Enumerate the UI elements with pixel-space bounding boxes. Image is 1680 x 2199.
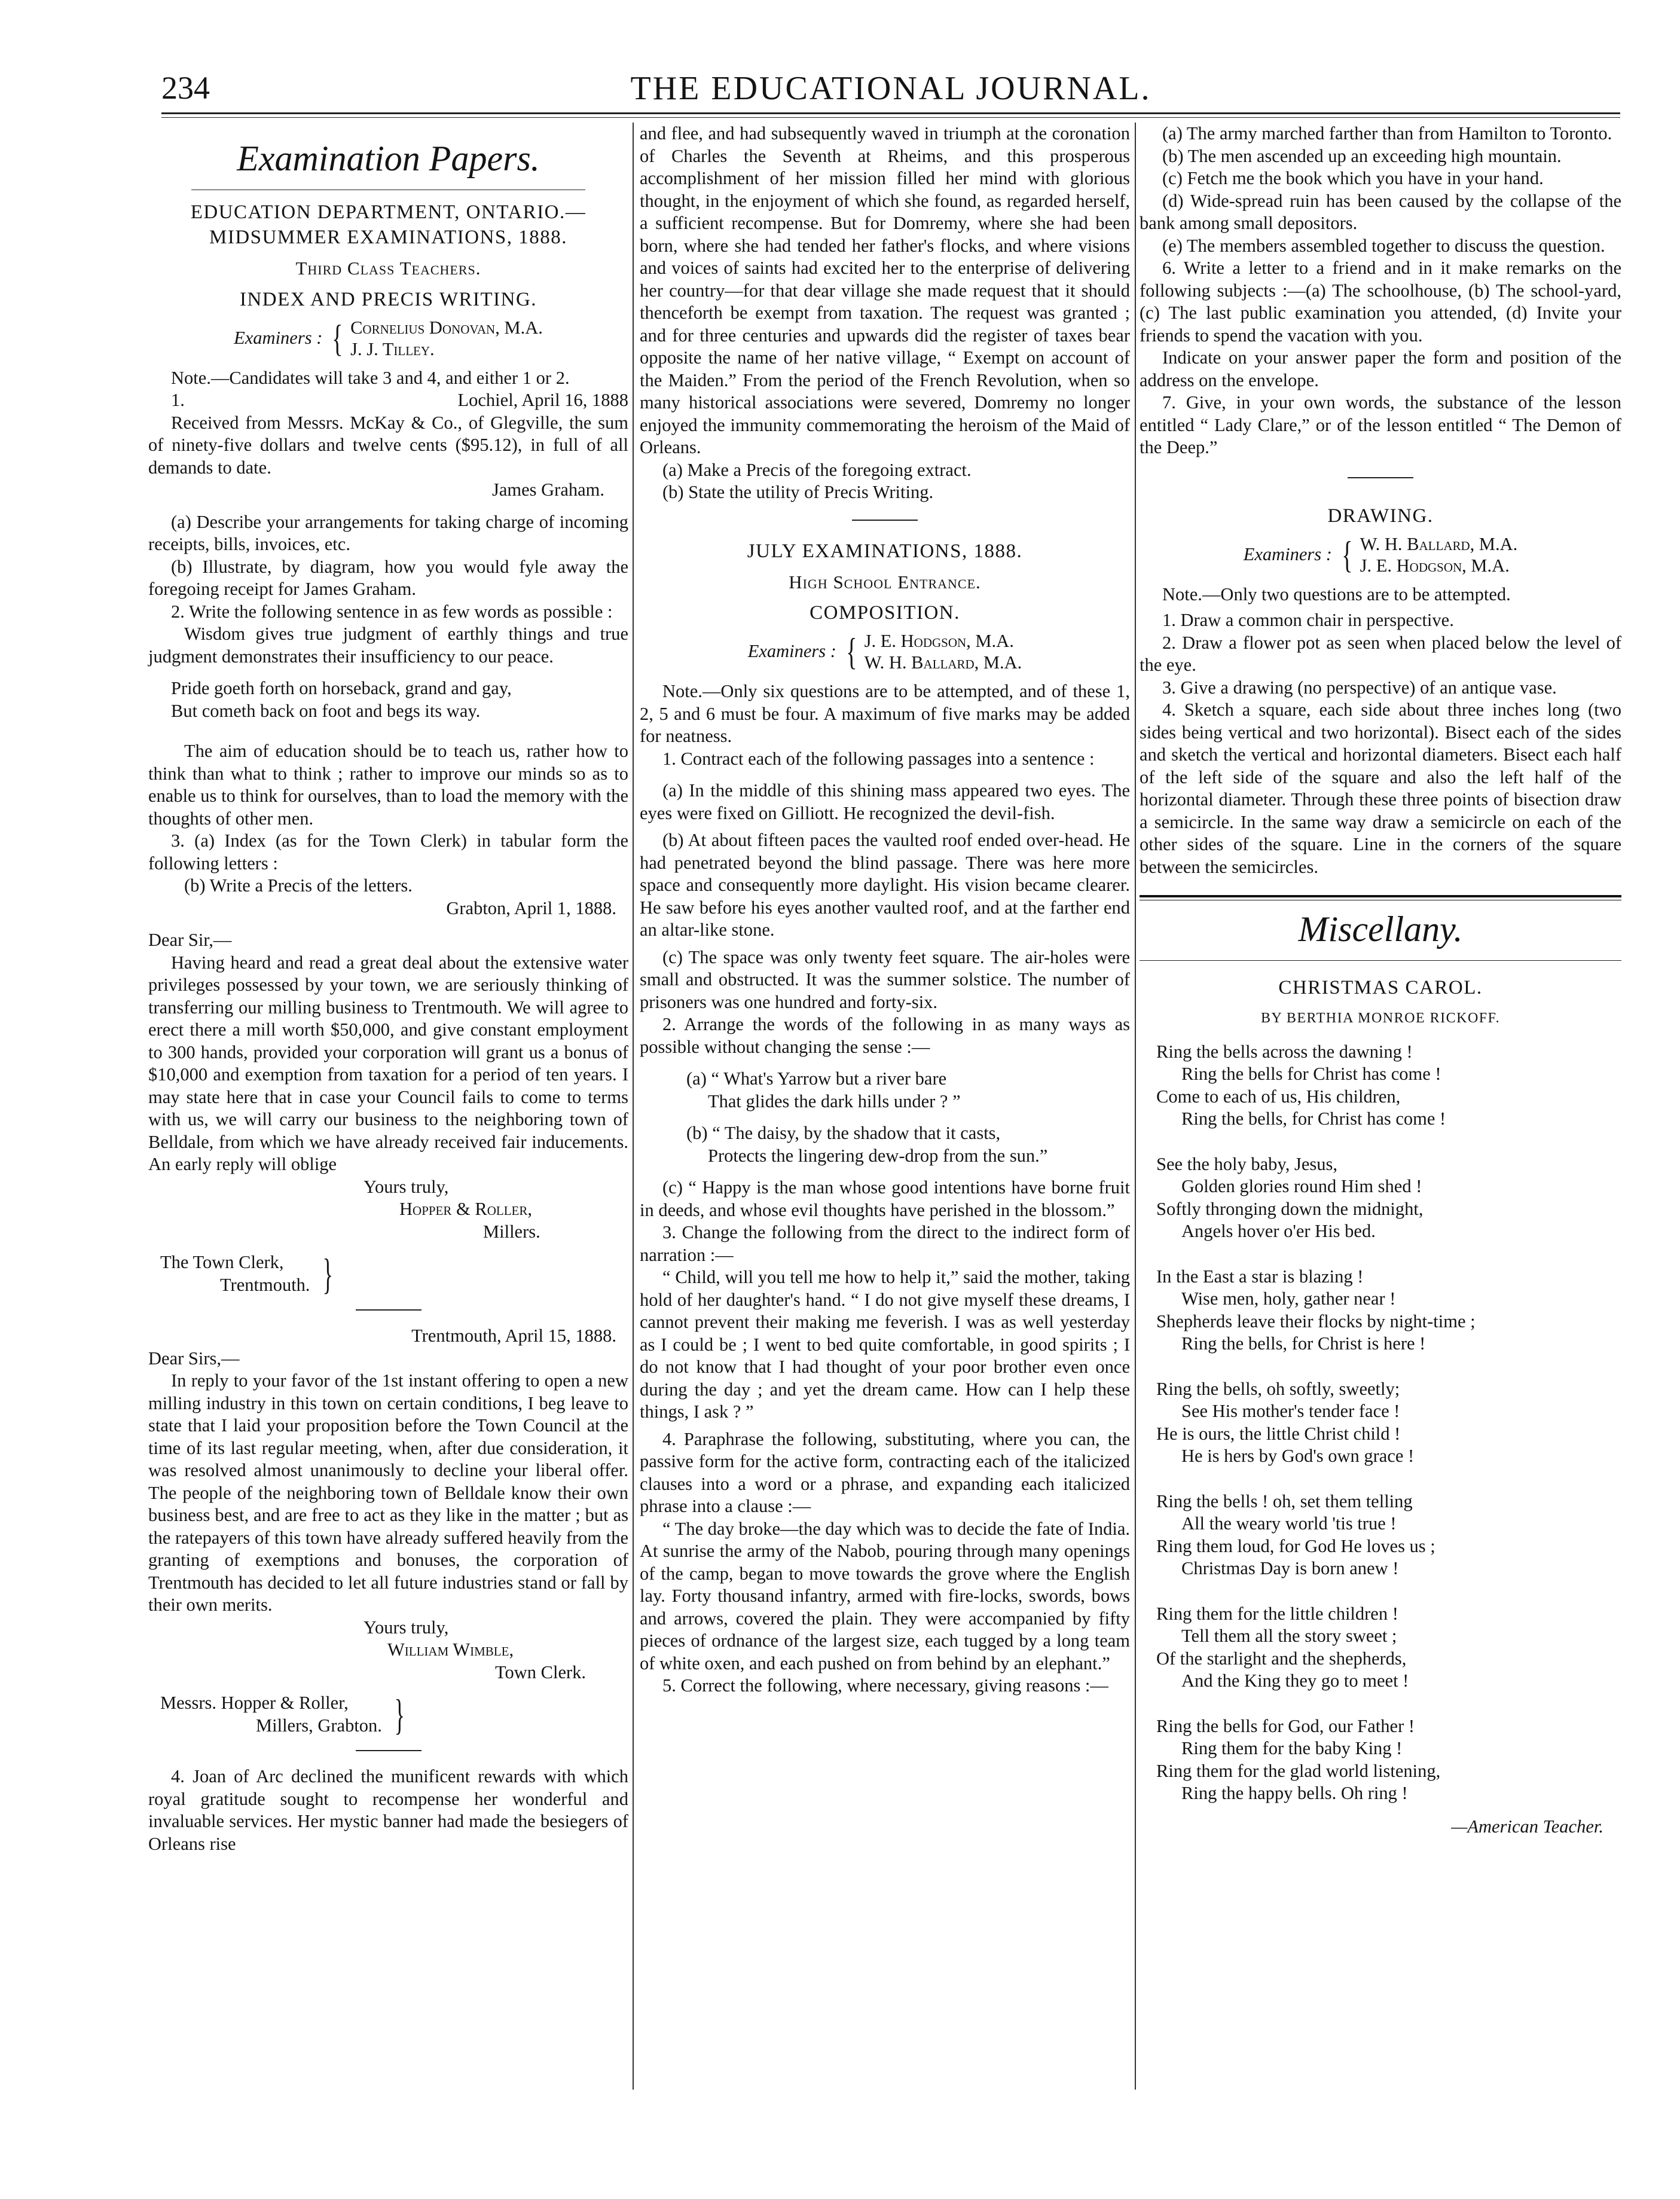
divider xyxy=(356,1750,421,1751)
letter-body: In reply to your favor of the 1st instant offering to open a new milling industry in this town on certain conditions, I beg leave to state that I laid your proposition before the Town Council at the time of its last regular meeting, when, after due consideration, it was resolved almost unanimously to decline your liberal offer. The people of the neighboring town of Belldale know their own business best, and are free to act as they like in the matter ; but as the ratepayers of this town have already suffered heavily from the granting of exemptions and bonuses, the corporation of Trentmouth has decided to let all future industries stand or fall by their own merits. xyxy=(148,1370,628,1615)
poem-stanza xyxy=(1140,1491,1621,1580)
poem-line: But cometh back on foot and begs its way. xyxy=(171,700,481,721)
poem-line: See the holy baby, Jesus, xyxy=(1156,1153,1337,1174)
examiners-label: Examiners : xyxy=(747,641,836,662)
poem-line: Angels hover o'er His bed. xyxy=(1181,1221,1376,1241)
question-part: (c) “ Happy is the man whose good intentions have borne fruit in deeds, and whose evil thoughts have perished in the blossom.” xyxy=(640,1177,1130,1220)
exam-subject: COMPOSITION. xyxy=(810,602,960,624)
address-line: Millers, Grabton. xyxy=(256,1715,382,1736)
poem-line: (b) “ The daisy, by the shadow that it casts, xyxy=(686,1123,1001,1143)
examiner-name: J. E. Hodgson, M.A. xyxy=(864,631,1014,651)
question: 4. Joan of Arc declined the munificent rewards with which royal gratitude sought to recompense her wonderful and invaluable services. Her mystic banner had made the besiegers of Orleans rise xyxy=(148,1766,628,1854)
exam-note: Note.—Only two questions are to be attempted. xyxy=(1162,584,1511,604)
question-part: (b) The men ascended up an exceeding high mountain. xyxy=(1162,145,1562,166)
column-left xyxy=(148,123,628,1855)
letter-salutation: Dear Sir,— xyxy=(148,930,232,950)
header-rule-thin xyxy=(161,117,1620,118)
poem-line: Ring them for the glad world listening, xyxy=(1156,1760,1441,1781)
section-title: Examination Papers. xyxy=(237,139,540,178)
poem-line: Ring them for the little children ! xyxy=(1156,1603,1398,1624)
poem-line: Ring the bells for God, our Father ! xyxy=(1156,1715,1415,1736)
examiner-names xyxy=(865,630,1022,673)
poem-line: Protects the lingering dew-drop from the sun.” xyxy=(708,1145,1048,1166)
journal-title: THE EDUCATIONAL JOURNAL. xyxy=(630,70,1151,107)
poem-title: CHRISTMAS CAROL. xyxy=(1278,977,1483,998)
letter-address xyxy=(160,1251,628,1296)
poem-line: In the East a star is blazing ! xyxy=(1156,1266,1364,1287)
question-text: “ Child, will you tell me how to help it,” said the mother, taking hold of her daughter's hand. “ I do not give myself these dreams, I cannot prevent their making me feverish. I was as well yesterday as I could be ; I went to bed quite comfortable, in good spirits ; I do not know that I had thought of your poor brother even once during the day ; and yet the dream came. How can I help these things, I ask ? ” xyxy=(640,1267,1130,1422)
poem-line: Ring the bells for Christ has come ! xyxy=(1181,1064,1441,1084)
letter-close: Yours truly, xyxy=(364,1176,449,1197)
section-title: Miscellany. xyxy=(1298,909,1463,949)
letter-signature: Hopper & Roller, xyxy=(399,1199,532,1219)
poem-line: Ring the bells across the dawning ! xyxy=(1156,1041,1413,1062)
question: 4. Paraphrase the following, substituting, where you can, the passive form for the active form, contracting each of the italicized clauses into a word or a phrase, and expanding each italicized phrase into a clause :— xyxy=(640,1428,1130,1516)
drawing-question: 2. Draw a flower pot as seen when placed below the level of the eye. xyxy=(1140,632,1621,675)
poem-line: Ring them for the baby King ! xyxy=(1181,1738,1403,1758)
question-paragraph: The aim of education should be to teach us, rather how to think than what to think ; rather to improve our minds so as to enable us to think for ourselves, than to load the memory with the thoughts of other men. xyxy=(148,741,628,829)
question-part: (b) Illustrate, by diagram, how you would fyle away the foregoing receipt for James Graham. xyxy=(148,556,628,599)
poem-line: Tell them all the story sweet ; xyxy=(1181,1626,1397,1646)
examiner-names xyxy=(350,317,543,360)
question-sentence: Wisdom gives true judgment of earthly things and true judgment demonstrates their insufficiency to our peace. xyxy=(148,624,628,667)
poem-line: Wise men, holy, gather near ! xyxy=(1181,1288,1396,1309)
poem-line: He is ours, the little Christ child ! xyxy=(1156,1423,1401,1444)
section-divider xyxy=(1140,895,1621,897)
column-middle xyxy=(640,123,1130,1697)
examiner-name: W. H. Ballard, M.A. xyxy=(1360,533,1518,554)
poem-line: Ring the happy bells. Oh ring ! xyxy=(1181,1783,1408,1803)
examiner-name: J. E. Hodgson, M.A. xyxy=(1360,555,1510,576)
poem-line: And the King they go to meet ! xyxy=(1181,1670,1409,1691)
question: 7. Give, in your own words, the substance of the lesson entitled “ Lady Clare,” or of the lesson entitled “ The Demon of the Deep.” xyxy=(1140,392,1621,457)
exam-subject: INDEX AND PRECIS WRITING. xyxy=(239,288,537,310)
poem-line: Christmas Day is born anew ! xyxy=(1181,1558,1399,1578)
question-part: (a) Describe your arrangements for taking charge of incoming receipts, bills, invoices, etc. xyxy=(148,511,628,554)
examiners-label: Examiners : xyxy=(1243,543,1332,564)
header-rule xyxy=(161,112,1620,114)
poem-source: —American Teacher. xyxy=(1451,1816,1603,1837)
examiner-name: W. H. Ballard, M.A. xyxy=(864,652,1022,673)
poem-line: See His mother's tender face ! xyxy=(1181,1401,1400,1421)
address-line: Messrs. Hopper & Roller, xyxy=(160,1693,349,1713)
exam-note: Note.—Candidates will take 3 and 4, and either 1 or 2. xyxy=(171,367,570,388)
poem-stanza xyxy=(1140,1266,1621,1355)
question: 3. Change the following from the direct to the indirect form of narration :— xyxy=(640,1222,1130,1265)
examiners-block xyxy=(640,630,1130,673)
question-number: 1. xyxy=(171,390,185,410)
letter-signature: William Wimble, xyxy=(387,1639,514,1660)
poem-line: Softly thronging down the midnight, xyxy=(1156,1198,1424,1219)
letter-salutation: Dear Sirs,— xyxy=(148,1348,240,1369)
divider xyxy=(356,1309,421,1311)
examiner-names xyxy=(1360,533,1518,576)
page-header xyxy=(161,65,1620,118)
examiner-name: Cornelius Donovan, M.A. xyxy=(350,317,543,338)
question: 3. (a) Index (as for the Town Clerk) in tabular form the following letters : xyxy=(148,830,628,874)
poem-line: Ring the bells ! oh, set them telling xyxy=(1156,1491,1413,1511)
exam-class: High School Entrance. xyxy=(789,571,981,592)
question: 2. Arrange the words of the following in as many ways as possible without changing the sense :— xyxy=(640,1014,1130,1057)
column-divider xyxy=(1135,123,1136,2090)
column-divider xyxy=(633,123,634,2090)
examiners-label: Examiners : xyxy=(234,327,323,348)
drawing-question: 4. Sketch a square, each side about three inches long (two sides being vertical and two horizontal). Bisect each of the sides and sketch the vertical and horizontal diameters. Bisect each half of the left side of the square and also the left half of the horizontal diameter. Through these three points of bisection draw a semicircle. In the same way draw a semicircle on each of the other sides of the square. Line in the corners of the square between the semicircles. xyxy=(1140,700,1621,877)
drawing-question: 3. Give a drawing (no perspective) of an antique vase. xyxy=(1162,677,1557,698)
brace-icon: { xyxy=(332,316,343,359)
question-part: (d) Wide-spread ruin has been caused by the collapse of the bank among small depositors. xyxy=(1140,190,1621,233)
examiner-name: J. J. Tilley. xyxy=(350,338,435,359)
poem-line: Ring the bells, for Christ is here ! xyxy=(1181,1333,1426,1354)
poem-line: That glides the dark hills under ? ” xyxy=(708,1091,961,1111)
brace-icon: { xyxy=(846,630,857,673)
question: 5. Correct the following, where necessary, giving reasons :— xyxy=(662,1675,1108,1696)
poem-line: Pride goeth forth on horseback, grand and gay, xyxy=(171,678,512,698)
receipt-signature: James Graham. xyxy=(491,479,604,500)
poem-stanza xyxy=(1140,1715,1621,1805)
letter-dateline: Grabton, April 1, 1888. xyxy=(446,897,616,918)
poem-line: Ring the bells, oh softly, sweetly; xyxy=(1156,1378,1400,1399)
question-continued: and flee, and had subsequently waved in triumph at the coronation of Charles the Seventh at Rheims, and this prosperous accomplishment of her mission filled her mind with glorious thought, in the enjoyment of which she found, as regarded herself, a sufficient recompense. But for Domremy, where she had been born, where she had tended her father's flocks, and where visions and voices of saints had excited her to the enterprise of delivering her country—for that dear village she made request that it should thenceforth be exempt from taxation. The request was granted ; and for three centuries and upwards did the register of taxes bear opposite the name of her native village, “ Exempt on account of the Maiden.” From the period of the French Revolution, when so many historical associations were severed, Domremy no longer enjoyed the immunity commemorating the heroism of the Maid of Orleans. xyxy=(640,123,1130,457)
examiners-block xyxy=(1140,533,1621,576)
column-right xyxy=(1140,123,1621,1838)
question-text: Indicate on your answer paper the form and position of the address on the envelope. xyxy=(1140,347,1621,390)
quote-poem xyxy=(686,1068,1130,1167)
poem-line: (a) “ What's Yarrow but a river bare xyxy=(686,1068,947,1089)
poem-line: Ring them loud, for God He loves us ; xyxy=(1156,1535,1435,1556)
drawing-title: DRAWING. xyxy=(1327,505,1434,527)
question-part: (c) Fetch me the book which you have in your hand. xyxy=(1162,168,1544,188)
divider xyxy=(1348,477,1413,478)
brace-icon: { xyxy=(1342,533,1353,576)
divider xyxy=(852,520,918,521)
question-part: (b) Write a Precis of the letters. xyxy=(184,875,413,896)
question: 6. Write a letter to a friend and in it make remarks on the following subjects :—(a) The schoolhouse, (b) The school-yard, (c) The last public examination you attended, (d) Invite your friends to spend the vacation with you. xyxy=(1140,258,1621,346)
question: 1. Contract each of the following passages into a sentence : xyxy=(662,748,1095,769)
page-number: 234 xyxy=(161,70,210,106)
address-line: Trentmouth. xyxy=(220,1274,310,1295)
question-part: (b) At about fifteen paces the vaulted roof ended over-head. He had penetrated beyond the blind passage. There was here more space and consequently more daylight. His vision became clearer. He saw before his eyes another vaulted roof, and at the farther end an altar-like stone. xyxy=(640,830,1130,940)
examiners-block xyxy=(148,317,628,360)
letter-dateline: Trentmouth, April 15, 1888. xyxy=(411,1325,616,1346)
poem-line: Ring the bells, for Christ has come ! xyxy=(1181,1108,1446,1129)
question-part: (c) The space was only twenty feet square. The air-holes were small and obstructed. It was the summer solstice. The number of prisoners was one hundred and forty-six. xyxy=(640,946,1130,1012)
letter-address xyxy=(160,1692,628,1737)
poem-author: BY BERTHIA MONROE RICKOFF. xyxy=(1260,1010,1501,1026)
exam-session: JULY EXAMINATIONS, 1888. xyxy=(747,540,1023,562)
question: 2. Write the following sentence in as few words as possible : xyxy=(171,601,613,622)
question-part: (a) The army marched farther than from Hamilton to Toronto. xyxy=(1162,123,1612,143)
letter-body: Having heard and read a great deal about the extensive water privileges possessed by your town, we are seriously thinking of transferring our milling business to Trentmouth. We will agree to erect there a mill worth $50,000, and give constant employment to 300 hands, provided your corporation will grant us a bonus of $10,000 and exemption from taxation for a period of ten years. I may state here that in case your Council fails to come to terms with us, we will carry our business to the neighboring town of Belldale, from which we have already received fair inducements. An early reply will oblige xyxy=(148,952,628,1174)
poem-line: All the weary world 'tis true ! xyxy=(1181,1513,1397,1534)
question-text: “ The day broke—the day which was to decide the fate of India. At sunrise the army of the Nabob, pouring through many openings of the camp, began to move towards the grove where the English lay. Forty thousand infantry, armed with fire-locks, swords, bows and arrows, covered the plain. They were accompanied by fifty pieces of ordnance of the largest size, each tugged by a long team of white oxen, and each pushed on from behind by an elephant.” xyxy=(640,1518,1130,1673)
drawing-question: 1. Draw a common chair in perspective. xyxy=(1162,610,1454,630)
receipt-text: Received from Messrs. McKay & Co., of Glegville, the sum of ninety-five dollars and twelve cents ($95.12), in full of all demands to date. xyxy=(148,412,628,478)
question-part: (e) The members assembled together to discuss the question. xyxy=(1162,235,1605,256)
poem-line: Shepherds leave their flocks by night-time ; xyxy=(1156,1311,1476,1331)
poem-stanza xyxy=(1140,1153,1621,1243)
brace-icon: } xyxy=(394,1690,405,1739)
poem-line: Of the starlight and the shepherds, xyxy=(1156,1648,1407,1669)
brace-icon: } xyxy=(322,1250,333,1298)
exam-department: EDUCATION DEPARTMENT, ONTARIO.— xyxy=(190,201,587,223)
question-part: (b) State the utility of Precis Writing. xyxy=(662,482,934,502)
poem-stanza xyxy=(1140,1603,1621,1693)
exam-note: Note.—Only six questions are to be attempted, and of these 1, 2, 5 and 6 must be four. A maximum of five marks may be added for neatness. xyxy=(640,681,1130,746)
receipt-dateline: Lochiel, April 16, 1888 xyxy=(457,390,628,410)
poem-stanza xyxy=(1140,1378,1621,1468)
poem-line: He is hers by God's own grace ! xyxy=(1181,1446,1415,1466)
exam-class: Third Class Teachers. xyxy=(295,258,481,279)
poem-line: Come to each of us, His children, xyxy=(1156,1086,1401,1107)
poem-body xyxy=(1140,1041,1621,1805)
question-part: (a) Make a Precis of the foregoing extract. xyxy=(662,459,972,480)
letter-close: Yours truly, xyxy=(364,1617,449,1638)
section-rule xyxy=(1140,960,1621,961)
address-line: The Town Clerk, xyxy=(160,1252,284,1272)
poem-stanza xyxy=(1140,1041,1621,1131)
letter-signature: Town Clerk. xyxy=(495,1662,587,1682)
poem-line: Golden glories round Him shed ! xyxy=(1181,1176,1422,1196)
letter-signature: Millers. xyxy=(483,1221,540,1242)
exam-session: MIDSUMMER EXAMINATIONS, 1888. xyxy=(209,227,568,248)
question-part: (a) In the middle of this shining mass appeared two eyes. The eyes were fixed on Gilliott. He recognized the devil-fish. xyxy=(640,780,1130,823)
